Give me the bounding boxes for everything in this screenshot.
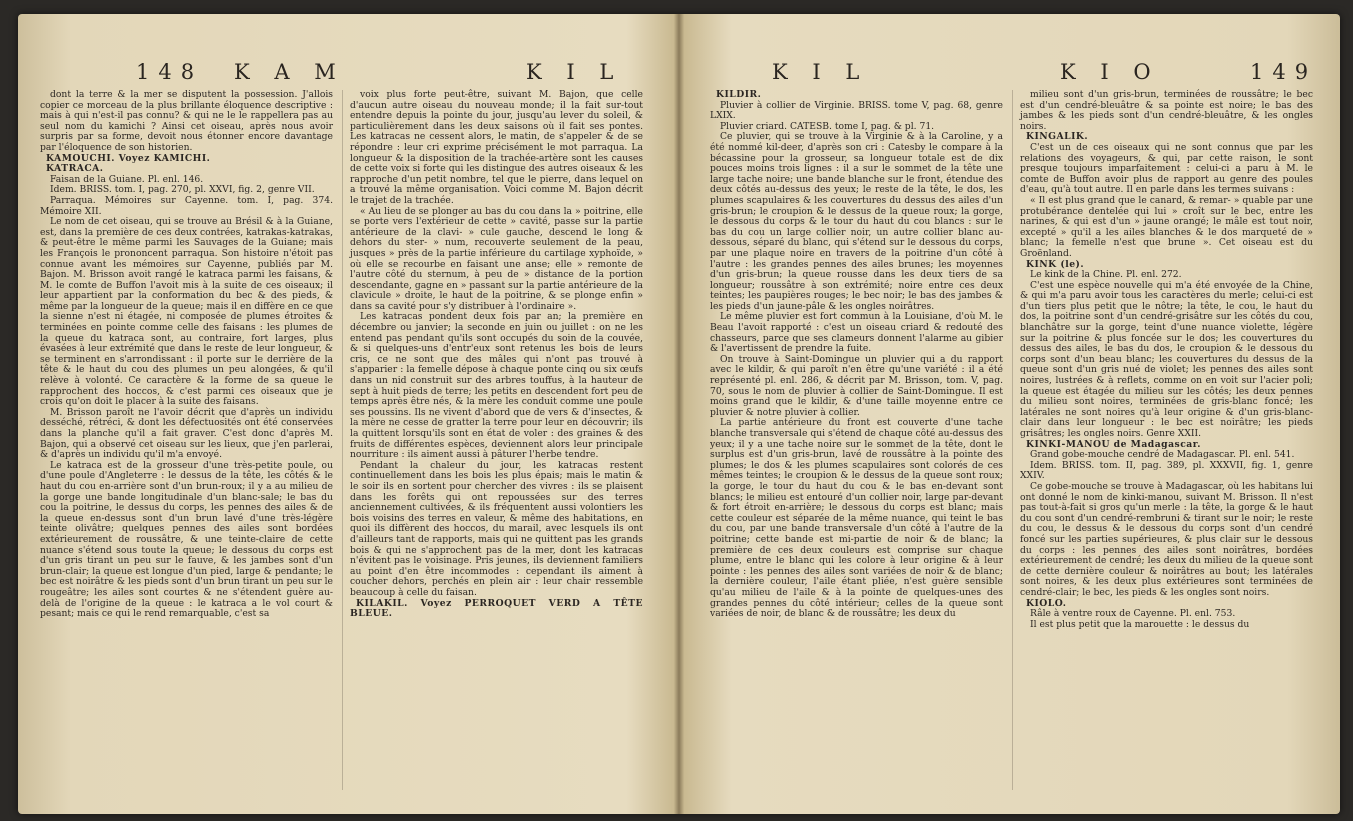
running-head-kil: K I L bbox=[772, 60, 869, 84]
paragraph: C'est un de ces oiseaux qui ne sont connus que par les relations des voyageurs, & qui, par cette raison, le sont presque toujours imparfaitement : celui-ci a paru à M. le comte de Buffon avoir plus de rapport au genre des poules d'eau, qu'à tout autre. Il en parle dans les termes suivans : bbox=[1020, 141, 1313, 196]
left-column-2 bbox=[350, 90, 643, 620]
right-column-2 bbox=[1020, 90, 1313, 630]
right-page bbox=[690, 14, 1340, 814]
paragraph: « Au lieu de se plonger au bas du cou dans la » poitrine, elle se porte vers l'extérieur de cette » cavité, passe sur la partie antérieure de la clavi- » cule gauche, descend le long & dehors du ster- » num, recouverte seulement de la peau, jusques » près de la partie inférieure du cartilage xyphoïde, » où elle se recourbe en faisant une anse; elle » remonte de l'autre côté du sternum, à peu de » distance de la portion descendante, gagne en » passant sur la partie antérieure de la clavicule » droite, le haut de la poitrine, & se plonge enfin » dans sa cavité pour s'y distribuer à l'ordinaire ». bbox=[350, 205, 643, 312]
right-running-head bbox=[690, 60, 1340, 86]
paragraph: Idem. BRISS. tom. I, pag. 270, pl. XXVI, fig. 2, genre VII. bbox=[50, 184, 315, 196]
running-head-kam: K A M bbox=[234, 60, 345, 84]
paragraph: Râle à ventre roux de Cayenne. Pl. enl. 753. bbox=[1030, 608, 1236, 620]
paragraph: Le kink de la Chine. Pl. enl. 272. bbox=[1030, 269, 1182, 281]
column-divider bbox=[342, 90, 343, 790]
paragraph: Pluvier criard. CATESB. tome I, pag. & pl. 71. bbox=[720, 120, 935, 132]
paragraph: Le katraca est de la grosseur d'une très-petite poule, ou d'une poule d'Angleterre : le dessus de la tête, les côtés & le haut du cou en-arrière sont d'un brun-roux; il y a au milieu de la gorge une bande longitudinale d'un blanc-sale; le bas du cou la poitrine, le dessus du corps, les pennes des ailes & de la queue en-dessus sont d'un brun lavé d'une très-légère teinte olivâtre; quelques pennes des ailes sont bordées extérieurement de roussâtre, & une teinte-claire de cette nuance s'étend sous toute la queue; le dessous du corps est d'un gris tirant un peu sur le fauve, & les jambes sont d'un brun-clair; la queue est longue d'un pied, large & pendante; le bec est noirâtre & les pieds sont d'un brun tirant un peu sur le rougeâtre; les ailes sont courtes & ne s'étendent guère au-delà de l'origine de la queue : le katraca a le vol court & pesant; mais ce qui le rend remarquable, c'est sa bbox=[40, 459, 333, 620]
paragraph: KINK (le). bbox=[1026, 258, 1085, 270]
paragraph: Les katracas pondent deux fois par an; la première en décembre ou janvier; la seconde en juin ou juillet : on ne les entend pas pendant qu'ils sont occupés du soin de la couvée, & si quelques-uns d'entr'eux sont retenus les bois de leurs cris, ce ne sont que des mâles qui n'ont pas trouvé à s'apparier : la femelle dépose à chaque ponte cinq ou six œufs dans un nid construit sur des arbres touffus, à la hauteur de sept à huit pieds de terre; les petits en descendent fort peu de temps après être nés, & la mère les conduit comme une poule ses poussins. Ils ne vivent d'abord que de vers & d'insectes, & la mère ne cesse de gratter la terre pour leur en découvrir; ils la quittent lorsqu'ils sont en état de voler : des graines & des fruits de différentes espèces, deviennent alors leur principale nourriture : ils aiment aussi à pâturer l'herbe tendre. bbox=[350, 311, 643, 461]
paragraph: C'est une espèce nouvelle qui m'a été envoyée de la Chine, & qui m'a paru avoir tous les caractères du merle; celui-ci est d'un tiers plus petit que le nôtre; la tête, le cou, le haut du dos, la poitrine sont d'un cendré-grisâtre sur les côtés du cou, blanchâtre sur la gorge, teint d'une nuance violette, légère sur la poitrine & plus foncée sur le dos; les couvertures du dessus des ailes, le bas du dos, le croupion & le dessous du corps sont d'un beau blanc; les couvertures du dessus de la queue sont d'un gris nué de violet; les pennes des ailes sont noires, lustrées & à reflets, comme on en voit sur l'acier poli; la queue est étagée du milieu sur les côtés; les deux pennes du milieu sont noires, terminées de gris-blanc foncé; les latérales ne sont noires qu'à leur origine & d'un gris-blanc-clair dans leur longueur : le bec est noirâtre; les pieds grisâtres; les ongles noirs. Genre XXII. bbox=[1020, 279, 1313, 439]
right-column-1 bbox=[710, 90, 1003, 620]
paragraph: On trouve à Saint-Domingue un pluvier qui a du rapport avec le kildir, & qui paroît n'en être qu'une variété : il a été représenté pl. enl. 286, & décrit par M. Brisson, tom. V, pag. 70, sous le nom de pluvier à collier de Saint-Domingue. Il est moins grand que le kildir, & d'une taille moyenne entre ce pluvier & notre pluvier à collier. bbox=[710, 353, 1003, 418]
left-column-1 bbox=[40, 90, 333, 620]
paragraph: dont la terre & la mer se disputent la possession. J'allois copier ce morceau de la plus brillante éloquence descriptive : mais à qui n'est-il pas connu? & qui ne le le rappellera pas au seul nom du kamichi ? Ainsi cet oiseau, après nous avoir surpris par sa forme, devoit nous étonner encore davantage par l'éloquence de son historien. bbox=[40, 89, 333, 153]
paragraph: KATRACA. bbox=[46, 163, 104, 175]
paragraph: Idem. BRISS. tom. II, pag. 389, pl. XXXVII, fig. 1, genre XXIV. bbox=[1020, 459, 1313, 482]
paragraph: « Il est plus grand que le canard, & remar- » quable par une protubérance dentelée qui lui » croît sur le bec, entre les narines, & qui est d'un » jaune orangé; le mâle est tout noir, excepté » qu'il a les ailes blanches & le dos marqueté de » blanc; la femelle n'est que brune ». Cet oiseau est du Groënland. bbox=[1020, 194, 1313, 259]
open-book bbox=[18, 14, 1340, 814]
running-head-kil: K I L bbox=[526, 60, 623, 84]
paragraph: KIOLO. bbox=[1026, 597, 1067, 609]
paragraph: Ce gobe-mouche se trouve à Madagascar, où les habitans lui ont donné le nom de kinki-manou, suivant M. Brisson. Il n'est pas tout-à-fait si gros qu'un merle : la tête, la gorge & le haut du cou sont d'un cendré-rembruni & tirant sur le noir; le reste du cou, le dessus & le dessous du corps sont d'un cendré foncé sur les parties supérieures, & plus clair sur le dessous du corps : les pennes des ailes sont noirâtres, bordées extérieurement de cendré; les deux du milieu de la queue sont de cette dernière couleur & noirâtres au bout; les latérales sont noires, & les deux plus extérieures sont terminées de cendré-clair; le bec, les pieds & les ongles sont noirs. bbox=[1020, 480, 1313, 598]
paragraph: M. Brisson paroît ne l'avoir décrit que d'après un individu desséché, rétréci, & dont les défectuosités ont été conservées dans la planche qu'il a fait graver. C'est donc d'après M. Bajon, qui a observé cet oiseau sur les lieux, que j'en parlerai, & d'après un individu qu'il m'a envoyé. bbox=[40, 406, 333, 461]
paragraph: KINKI-MANOU de Madagascar. bbox=[1026, 438, 1201, 450]
left-page bbox=[18, 14, 668, 814]
paragraph: Le nom de cet oiseau, qui se trouve au Brésil & à la Guiane, est, dans la première de ces deux contrées, katrakas-katrakas, & peut-être le même parmi les Sauvages de la Guiane; mais les François le prononcent parraqua. Son histoire n'étoit pas connue avant les mémoires sur Cayenne, publiés par M. Bajon. M. Brisson avoit rangé le katraca parmi les faisans, & M. le comte de Buffon l'avoit mis à la suite de ces oiseaux; il leur appartient par la conformation du bec & des pieds, & même par la longueur de la queue; mais il en diffère en ce que la sienne n'est ni étagée, ni composée de plumes étroites & terminées en pointe comme celle des faisans : les plumes de la queue du katraca sont, au contraire, fort larges, plus évasées à leur extrémité que dans le reste de leur longueur, & se terminent en s'arrondissant : il porte sur le derrière de la tête & le haut du cou des plumes un peu alongées, & qu'il relève à volonté. Ce caractère & la forme de sa queue le rapprochent des hoccos, & c'est parmi ces oiseaux que je crois qu'on doit le placer à la suite des faisans. bbox=[40, 216, 333, 408]
paragraph: KAMOUCHI. Voyez KAMICHI. bbox=[46, 152, 211, 164]
paragraph: Le même pluvier est fort commun à la Louisiane, d'où M. le Beau l'avoit rapporté : c'est un oiseau criard & redouté des chasseurs, parce que ses clameurs donnent l'alarme au gibier & l'avertissent de prendre la fuite. bbox=[710, 311, 1003, 355]
paragraph: Faisan de la Guiane. Pl. enl. 146. bbox=[50, 173, 204, 185]
paragraph: milieu sont d'un gris-brun, terminées de roussâtre; le bec est d'un cendré-bleuâtre & sa pointe est noire; le bas des jambes & les pieds sont d'un cendré-bleuâtre, & les ongles noirs. bbox=[1020, 89, 1313, 132]
paragraph: KINGALIK. bbox=[1026, 131, 1089, 143]
column-divider bbox=[1012, 90, 1013, 790]
paragraph: KILAKIL. Voyez PERROQUET VERD A TÊTE BLEUE. bbox=[350, 597, 643, 620]
paragraph: Parraqua. Mémoires sur Cayenne. tom. I, pag. 374. Mémoire XII. bbox=[40, 194, 333, 217]
paragraph: Pendant la chaleur du jour, les katracas restent continuellement dans les bois les plus épais; mais le matin & le soir ils en sortent pour chercher des vivres : ils se plaisent dans les forêts qui ont repoussées sur des terres anciennement cultivées, & ils fréquentent aussi volontiers les bois voisins des terres en valeur, & même des habitations, en quoi ils diffèrent des hoccos, du marail, avec lesquels ils ont d'ailleurs tant de rapports, mais qui ne quittent pas les grands bois & qui ne s'approchent pas de la mer, dont les katracas n'évitent pas le voisinage. Pris jeunes, ils deviennent familiers au point d'en être incommodes : cependant ils aiment à coucher dehors, perchés en plein air : leur chair ressemble beaucoup à celle du faisan. bbox=[350, 459, 643, 598]
paragraph: Ce pluvier, qui se trouve à la Virginie & à la Caroline, y a été nommé kil-deer, d'après son cri : Catesby le compare à la bécassine pour la grosseur, sa longueur totale est de dix pouces moins trois lignes : il a sur le sommet de la tête une large tache noire; une bande blanche sur le front, étendue des deux côtés au-dessus des yeux; le reste de la tête, le dos, les plumes scapulaires & les couvertures du dessus des ailes d'un gris-brun; le croupion & le dessus de la queue roux; la gorge, le dessous du corps & le tour du haut du cou blancs : sur le bas du cou un large collier noir, un autre collier blanc au-dessous, séparé du blanc, qui s'étend sur le dessous du corps, par une plaque noire en travers de la poitrine d'un côté à l'autre : les grandes pennes des ailes brunes; les moyennes d'un gris-brun; la queue rousse dans les deux tiers de sa longueur; roussâtre à son extrémité; noire entre ces deux teintes; les paupières rouges; le bec noir; le bas des jambes & les pieds d'un jaune-pâle & les ongles noirâtres. bbox=[710, 131, 1003, 312]
page-number: 148 bbox=[136, 60, 204, 84]
running-head-kio: K I O bbox=[1060, 60, 1160, 84]
left-running-head bbox=[18, 60, 668, 86]
page-number: 149 bbox=[1250, 60, 1318, 84]
paragraph: Pluvier à collier de Virginie. BRISS. tome V, pag. 68, genre LXIX. bbox=[710, 99, 1003, 122]
paragraph: Il est plus petit que la marouette : le dessus du bbox=[1030, 618, 1250, 630]
paragraph: La partie antérieure du front est couverte d'une tache blanche transversale qui s'étend de chaque côté au-dessus des yeux; il y a une tache noire sur le sommet de la tête, dont le surplus est d'un gris-brun, lavé de roussâtre à la pointe des plumes; le dos & les plumes scapulaires sont colorés de ces mêmes teintes; le croupion & le dessus de la queue sont roux; la gorge, le tour du haut du cou & le bas en-devant sont blancs; le milieu est entouré d'un collier noir, large par-devant & fort étroit en-arrière; le dessous du corps est blanc; mais cette couleur est séparée de la même nuance, qui teint le bas du cou, par une bande transversale d'un côté à l'autre de la poitrine; cette bande est mi-partie de noir & de blanc; la première de ces deux couleurs est comprise sur chaque plume, entre le blanc qui les colore à leur origine & à leur pointe : les pennes des ailes sont variées de noir & de blanc; la dernière couleur, l'aile étant pliée, n'est guère sensible qu'au milieu de l'aile & à la pointe de quelques-unes des grandes pennes du côté intérieur; celles de la queue sont variées de noir, de blanc & de roussâtre; les deux du bbox=[710, 417, 1004, 620]
paragraph: KILDIR. bbox=[716, 89, 762, 100]
paragraph: Grand gobe-mouche cendré de Madagascar. Pl. enl. 541. bbox=[1030, 449, 1295, 461]
paragraph: voix plus forte peut-être, suivant M. Bajon, que celle d'aucun autre oiseau du nouveau monde; il la fait sur-tout entendre depuis la pointe du jour, jusqu'au lever du soleil, & particulièrement dans les deux saisons où il fait ses pontes. Les katracas ne cessent alors, le matin, de s'appeler & de se répondre : leur cri exprime précisément le mot parraqua. La longueur & la disposition de la trachée-artère sont les causes de cette voix si forte qui les distingue des autres oiseaux & les rapproche d'un petit nombre, tel que le pierre, dans lequel on a trouvé la même organisation. Voici comme M. Bajon décrit le trajet de la trachée. bbox=[350, 89, 643, 206]
